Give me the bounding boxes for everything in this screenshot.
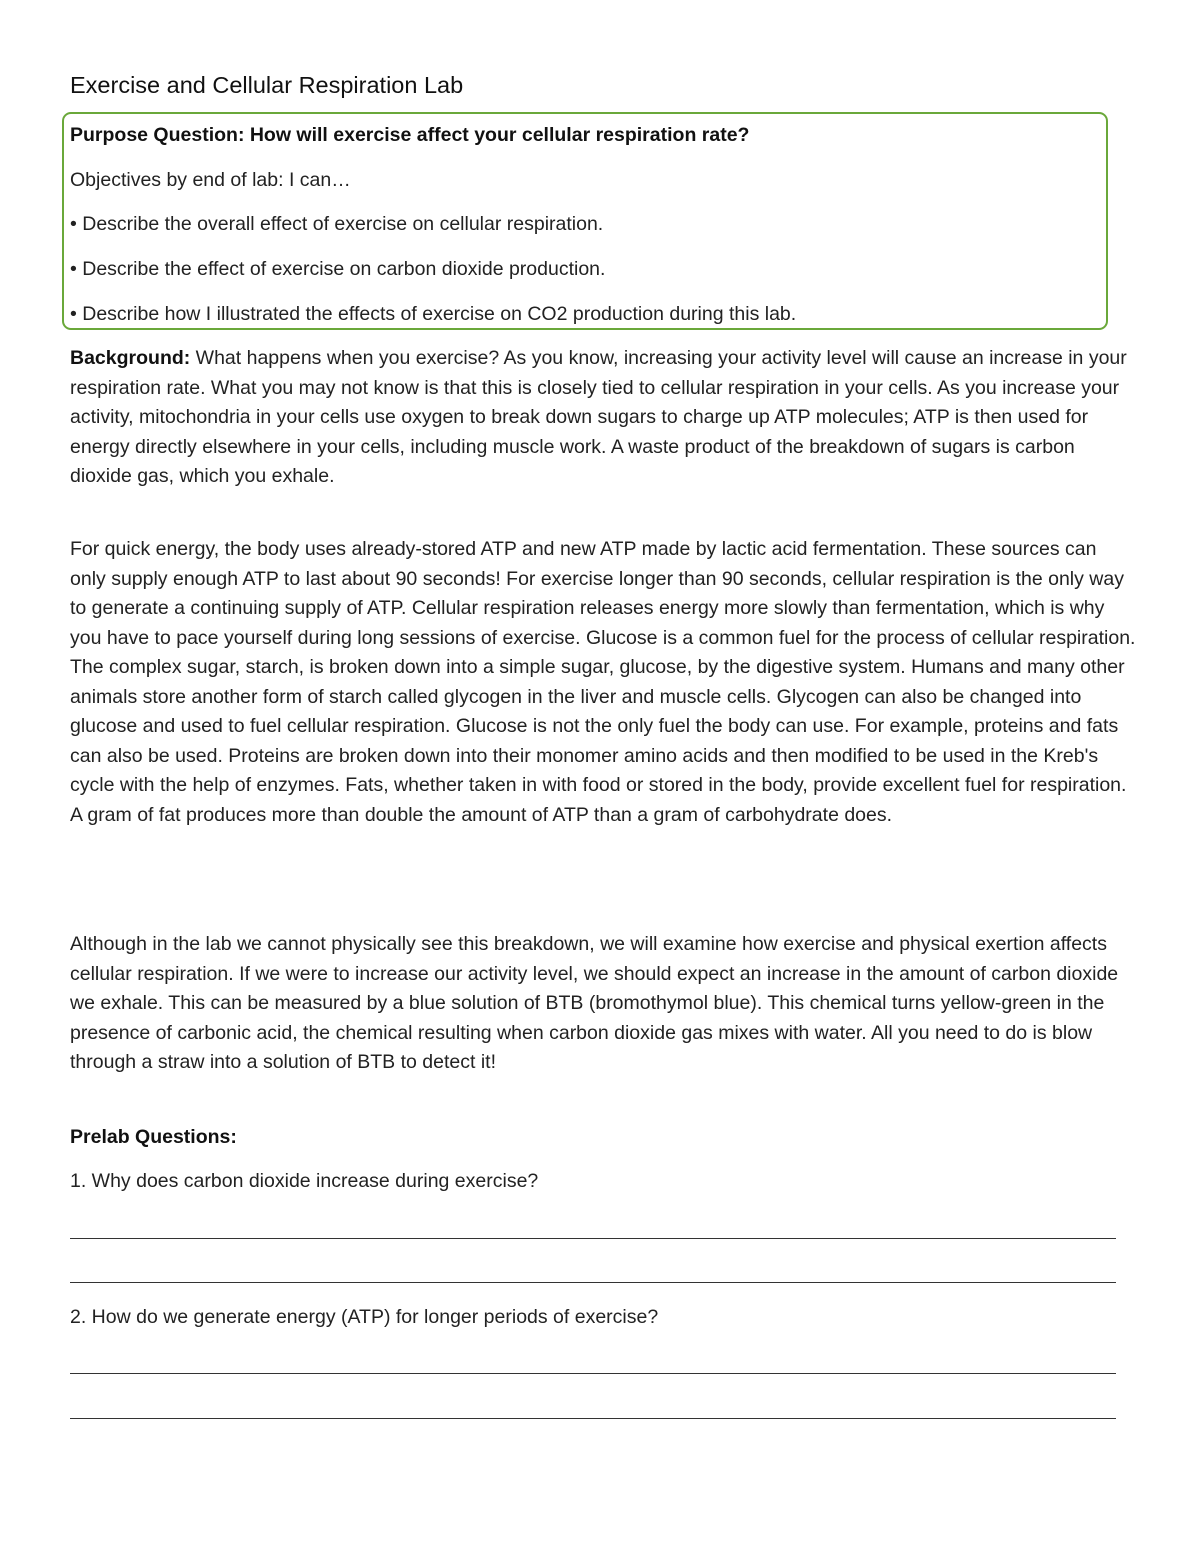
answer-line[interactable] <box>70 1238 1116 1239</box>
page-title: Exercise and Cellular Respiration Lab <box>70 72 464 98</box>
objective-item: • Describe the overall effect of exercise on cellular respiration. <box>70 213 604 235</box>
objectives-intro: Objectives by end of lab: I can… <box>70 169 351 191</box>
body-paragraph: For quick energy, the body uses already-stored ATP and new ATP made by lactic acid fermentation. These sources can only supply enough ATP to last about 90 seconds! For exercise longer than 90 seconds, cellular respiration is the only way to generate a continuing supply of ATP. Cellular respiration releases energy more slowly than fermentation, which is why you have to pace yourself during long sessions of exercise. Glucose is a common fuel for the process of cellular respiration. The complex sugar, starch, is broken down into a simple sugar, glucose, by the digestive system. Humans and many other animals store another form of starch called glycogen in the liver and muscle cells. Glycogen can also be changed into glucose and used to fuel cellular respiration. Glucose is not the only fuel the body can use. For example, proteins and fats can also be used. Proteins are broken down into their monomer amino acids and then modified to be used in the Kreb's cycle with the help of enzymes. Fats, whether taken in with food or stored in the body, provide excellent fuel for respiration. A gram of fat produces more than double the amount of ATP than a gram of carbohydrate does. <box>70 538 1136 826</box>
answer-line[interactable] <box>70 1373 1116 1374</box>
purpose-question: Purpose Question: How will exercise affect your cellular respiration rate? <box>70 124 750 146</box>
answer-line[interactable] <box>70 1282 1116 1283</box>
background-paragraph <box>70 344 1136 492</box>
prelab-heading: Prelab Questions: <box>70 1126 237 1148</box>
objective-item: • Describe the effect of exercise on carbon dioxide production. <box>70 258 606 280</box>
background-label: Background: <box>70 347 191 369</box>
objective-item: • Describe how I illustrated the effects of exercise on CO2 production during this lab. <box>70 303 797 325</box>
body-paragraph: Although in the lab we cannot physically see this breakdown, we will examine how exercise and physical exertion affects cellular respiration. If we were to increase our activity level, we should expect an increase in the amount of carbon dioxide we exhale. This can be measured by a blue solution of BTB (bromothymol blue). This chemical turns yellow-green in the presence of carbonic acid, the chemical resulting when carbon dioxide gas mixes with water. All you need to do is blow through a straw into a solution of BTB to detect it! <box>70 933 1119 1073</box>
prelab-question: 2. How do we generate energy (ATP) for longer periods of exercise? <box>70 1306 659 1328</box>
background-text: What happens when you exercise? As you know, increasing your activity level will cause an increase in your respiration rate. What you may not know is that this is closely tied to cellular respiration in your cells. As you increase your activity, mitochondria in your cells use oxygen to break down sugars to charge up ATP molecules; ATP is then used for energy directly elsewhere in your cells, including muscle work. A waste product of the breakdown of sugars is carbon dioxide gas, which you exhale. <box>70 347 1127 487</box>
prelab-question: 1. Why does carbon dioxide increase during exercise? <box>70 1170 539 1192</box>
answer-line[interactable] <box>70 1418 1116 1419</box>
